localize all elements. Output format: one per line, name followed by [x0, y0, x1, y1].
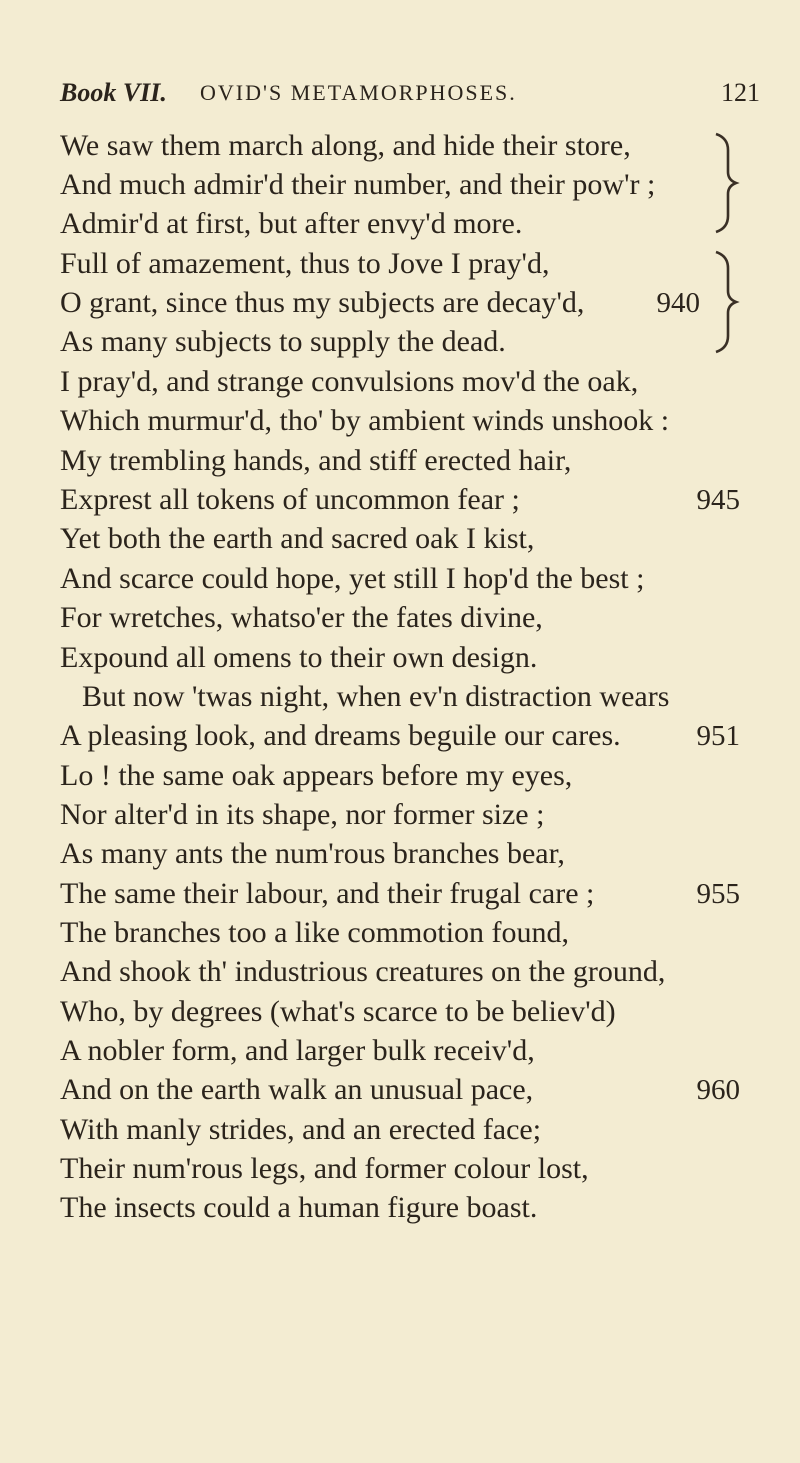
line-number: 955: [696, 878, 740, 910]
verse-line: And scarce could hope, yet still I hop'd the best ;: [60, 562, 645, 595]
line-number: 945: [696, 484, 740, 516]
verse-line: With manly strides, and an erected face;: [60, 1113, 542, 1146]
line-number: 960: [696, 1074, 740, 1106]
line-number: 951: [696, 720, 740, 752]
verse-line: Exprest all tokens of uncommon fear ;: [60, 483, 520, 516]
triplet-brace: [712, 248, 742, 356]
verse-line: O grant, since thus my subjects are decay'd,: [60, 286, 585, 319]
verse-line: And much admir'd their number, and their pow'r ;: [60, 168, 656, 201]
verse-line: A pleasing look, and dreams beguile our cares.: [60, 719, 621, 752]
verse-line: The branches too a like commotion found,: [60, 916, 570, 949]
running-title: OVID'S METAMORPHOSES.: [200, 80, 517, 105]
verse-line: A nobler form, and larger bulk receiv'd,: [60, 1034, 535, 1067]
line-number: 940: [656, 287, 700, 319]
verse-line: My trembling hands, and stiff erected hair,: [60, 444, 572, 477]
verse-line: And on the earth walk an unusual pace,: [60, 1073, 534, 1106]
book-label: Book VII.: [60, 78, 167, 107]
verse-line: Who, by degrees (what's scarce to be believ'd): [60, 995, 616, 1028]
page-number: 121: [721, 78, 760, 107]
verse-line: But now 'twas night, when ev'n distraction wears: [82, 680, 670, 713]
verse-line: As many subjects to supply the dead.: [60, 325, 506, 358]
verse-line: Admir'd at first, but after envy'd more.: [60, 207, 523, 240]
verse-line: Nor alter'd in its shape, nor former size ;: [60, 798, 545, 831]
triplet-brace: [712, 130, 742, 236]
verse-line: For wretches, whatso'er the fates divine,: [60, 601, 543, 634]
verse-line: As many ants the num'rous branches bear,: [60, 837, 565, 870]
verse-line: The same their labour, and their frugal care ;: [60, 877, 595, 910]
verse-line: Yet both the earth and sacred oak I kist,: [60, 522, 535, 555]
running-header: [60, 78, 760, 118]
verse-line: We saw them march along, and hide their store,: [60, 129, 631, 162]
verse-line: Lo ! the same oak appears before my eyes,: [60, 759, 573, 792]
verse-line: And shook th' industrious creatures on the ground,: [60, 955, 666, 988]
verse-line: Expound all omens to their own design.: [60, 641, 538, 674]
verse-line: The insects could a human figure boast.: [60, 1191, 538, 1224]
verse-line: Full of amazement, thus to Jove I pray'd,: [60, 247, 550, 280]
verse-line: Their num'rous legs, and former colour lost,: [60, 1152, 589, 1185]
verse-line: Which murmur'd, tho' by ambient winds unshook :: [60, 404, 670, 437]
verse-line: I pray'd, and strange convulsions mov'd the oak,: [60, 365, 639, 398]
